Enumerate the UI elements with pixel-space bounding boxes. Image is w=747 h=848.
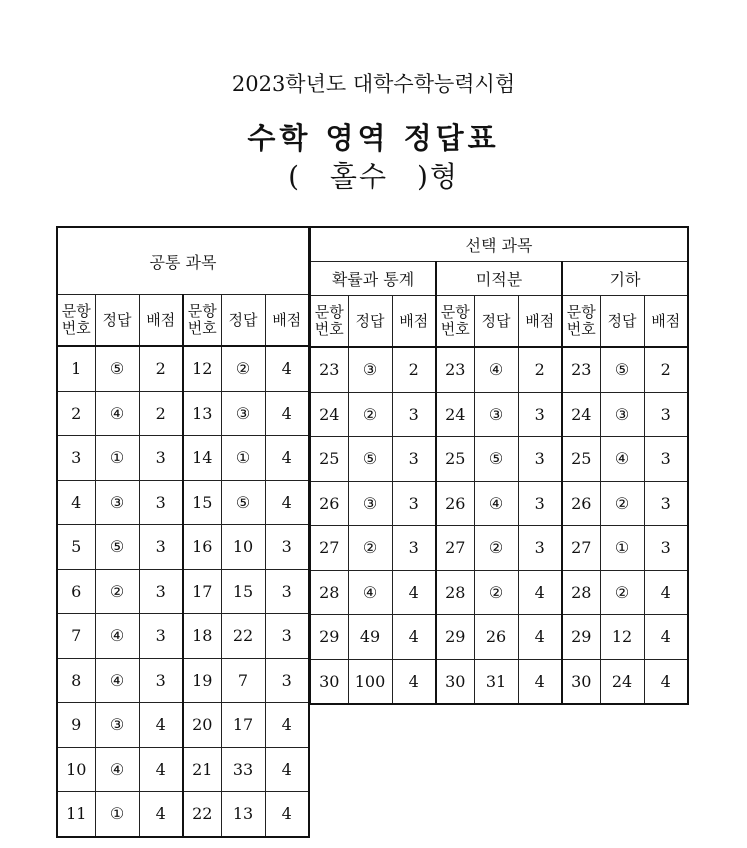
question-number-cell: 27	[310, 526, 348, 571]
question-number-cell: 8	[57, 658, 95, 703]
answer-cell: ③	[95, 480, 139, 525]
elective-col-header: 문항 번호	[310, 296, 348, 348]
question-number-cell: 26	[562, 481, 600, 526]
elective-subject-header: 확률과 통계	[310, 262, 436, 296]
answer-cell: 49	[348, 615, 392, 660]
points-cell: 3	[518, 526, 562, 571]
common-col-header: 배점	[265, 295, 309, 347]
elective-col-header: 배점	[392, 296, 436, 348]
points-cell: 2	[139, 391, 183, 436]
points-cell: 3	[644, 481, 688, 526]
points-cell: 4	[392, 570, 436, 615]
common-title-cell: 공통 과목	[57, 227, 309, 295]
elective-subject-header: 미적분	[436, 262, 562, 296]
answer-cell: ⑤	[95, 525, 139, 570]
elective-col-header: 문항 번호	[436, 296, 474, 348]
elective-col-header: 정답	[348, 296, 392, 348]
question-number-cell: 25	[436, 437, 474, 482]
elective-col-header: 배점	[518, 296, 562, 348]
question-number-cell: 19	[183, 658, 221, 703]
question-number-cell: 30	[562, 659, 600, 704]
answer-cell: 22	[221, 614, 265, 659]
points-cell: 4	[139, 792, 183, 837]
answer-cell: ③	[474, 392, 518, 437]
points-cell: 3	[392, 481, 436, 526]
points-cell: 4	[139, 747, 183, 792]
question-number-cell: 11	[57, 792, 95, 837]
question-number-cell: 10	[57, 747, 95, 792]
answer-cell: ⑤	[348, 437, 392, 482]
answer-cell: 7	[221, 658, 265, 703]
points-cell: 3	[644, 526, 688, 571]
points-cell: 3	[392, 526, 436, 571]
elective-col-header: 정답	[600, 296, 644, 348]
question-number-cell: 28	[310, 570, 348, 615]
answer-cell: ④	[474, 347, 518, 392]
question-number-cell: 18	[183, 614, 221, 659]
elective-answer-table	[309, 226, 689, 705]
points-cell: 4	[265, 346, 309, 391]
question-number-cell: 20	[183, 703, 221, 748]
answer-cell: ②	[600, 570, 644, 615]
points-cell: 3	[139, 525, 183, 570]
question-number-cell: 29	[310, 615, 348, 660]
common-col-header: 정답	[221, 295, 265, 347]
points-cell: 3	[139, 658, 183, 703]
common-col-header: 정답	[95, 295, 139, 347]
answer-cell: 15	[221, 569, 265, 614]
points-cell: 2	[518, 347, 562, 392]
question-number-cell: 24	[436, 392, 474, 437]
points-cell: 4	[265, 703, 309, 748]
question-number-cell: 24	[562, 392, 600, 437]
points-cell: 2	[392, 347, 436, 392]
question-number-cell: 29	[562, 615, 600, 660]
answer-cell: ②	[348, 392, 392, 437]
question-number-cell: 25	[562, 437, 600, 482]
answer-cell: ⑤	[221, 480, 265, 525]
points-cell: 3	[518, 481, 562, 526]
points-cell: 4	[518, 659, 562, 704]
answer-cell: ②	[474, 570, 518, 615]
question-number-cell: 12	[183, 346, 221, 391]
question-number-cell: 21	[183, 747, 221, 792]
answer-cell: 26	[474, 615, 518, 660]
points-cell: 3	[265, 569, 309, 614]
question-number-cell: 23	[562, 347, 600, 392]
points-cell: 3	[139, 569, 183, 614]
elective-col-header: 정답	[474, 296, 518, 348]
question-number-cell: 23	[436, 347, 474, 392]
points-cell: 4	[644, 659, 688, 704]
answer-cell: ②	[348, 526, 392, 571]
answer-cell: ②	[95, 569, 139, 614]
points-cell: 3	[139, 614, 183, 659]
points-cell: 3	[139, 480, 183, 525]
question-number-cell: 22	[183, 792, 221, 837]
answer-sheet-title: 수학 영역 정답표	[247, 121, 500, 155]
answer-cell: 12	[600, 615, 644, 660]
question-number-cell: 17	[183, 569, 221, 614]
points-cell: 4	[644, 570, 688, 615]
points-cell: 4	[392, 659, 436, 704]
answer-cell: 13	[221, 792, 265, 837]
answer-cell: ④	[600, 437, 644, 482]
answer-cell: ④	[95, 658, 139, 703]
points-cell: 4	[139, 703, 183, 748]
points-cell: 4	[265, 391, 309, 436]
points-cell: 4	[265, 792, 309, 837]
question-number-cell: 3	[57, 436, 95, 481]
answer-cell: ②	[221, 346, 265, 391]
answer-cell: ④	[95, 391, 139, 436]
points-cell: 4	[392, 615, 436, 660]
question-number-cell: 30	[310, 659, 348, 704]
points-cell: 3	[265, 525, 309, 570]
question-number-cell: 4	[57, 480, 95, 525]
question-number-cell: 28	[436, 570, 474, 615]
answer-cell: ④	[348, 570, 392, 615]
answer-cell: ④	[474, 481, 518, 526]
answer-cell: ③	[348, 347, 392, 392]
points-cell: 3	[265, 658, 309, 703]
question-number-cell: 2	[57, 391, 95, 436]
question-number-cell: 14	[183, 436, 221, 481]
answer-cell: ⑤	[600, 347, 644, 392]
answer-cell: 100	[348, 659, 392, 704]
elective-subject-header: 기하	[562, 262, 688, 296]
points-cell: 4	[265, 747, 309, 792]
answer-cell: ①	[95, 436, 139, 481]
form-type-open: (	[288, 160, 302, 193]
answer-cell: ③	[95, 703, 139, 748]
points-cell: 4	[265, 480, 309, 525]
form-type	[0, 155, 747, 195]
points-cell: 4	[518, 615, 562, 660]
question-number-cell: 5	[57, 525, 95, 570]
answer-cell: 24	[600, 659, 644, 704]
answer-cell: ①	[600, 526, 644, 571]
answer-cell: ②	[474, 526, 518, 571]
elective-col-header: 문항 번호	[562, 296, 600, 348]
points-cell: 4	[644, 615, 688, 660]
elective-col-header: 배점	[644, 296, 688, 348]
answer-cell: ①	[221, 436, 265, 481]
points-cell: 4	[518, 570, 562, 615]
points-cell: 3	[644, 437, 688, 482]
answer-cell: ①	[95, 792, 139, 837]
points-cell: 3	[139, 436, 183, 481]
answer-cell: 33	[221, 747, 265, 792]
question-number-cell: 1	[57, 346, 95, 391]
question-number-cell: 15	[183, 480, 221, 525]
points-cell: 3	[392, 392, 436, 437]
points-cell: 2	[644, 347, 688, 392]
question-number-cell: 30	[436, 659, 474, 704]
points-cell: 3	[644, 392, 688, 437]
points-cell: 3	[265, 614, 309, 659]
question-number-cell: 27	[436, 526, 474, 571]
answer-cell: 17	[221, 703, 265, 748]
answer-cell: ⑤	[474, 437, 518, 482]
common-col-header: 배점	[139, 295, 183, 347]
question-number-cell: 26	[436, 481, 474, 526]
points-cell: 4	[265, 436, 309, 481]
points-cell: 3	[518, 392, 562, 437]
elective-title-cell: 선택 과목	[310, 227, 688, 262]
question-number-cell: 13	[183, 391, 221, 436]
exam-title: 2023학년도 대학수학능력시험	[231, 72, 516, 96]
common-col-header: 문항 번호	[57, 295, 95, 347]
answer-cell: ②	[600, 481, 644, 526]
answer-cell: ③	[221, 391, 265, 436]
points-cell: 3	[518, 437, 562, 482]
answer-cell: ③	[600, 392, 644, 437]
answer-cell: ③	[348, 481, 392, 526]
question-number-cell: 16	[183, 525, 221, 570]
common-col-header: 문항 번호	[183, 295, 221, 347]
question-number-cell: 9	[57, 703, 95, 748]
answer-cell: ④	[95, 747, 139, 792]
question-number-cell: 29	[436, 615, 474, 660]
answer-cell: ④	[95, 614, 139, 659]
answer-cell: 31	[474, 659, 518, 704]
question-number-cell: 6	[57, 569, 95, 614]
question-number-cell: 28	[562, 570, 600, 615]
common-answer-table	[56, 226, 310, 838]
answer-cell: 10	[221, 525, 265, 570]
form-type-name: 홀수	[329, 160, 389, 193]
form-type-close: )형	[416, 160, 459, 193]
points-cell: 2	[139, 346, 183, 391]
question-number-cell: 7	[57, 614, 95, 659]
answer-cell: ⑤	[95, 346, 139, 391]
question-number-cell: 25	[310, 437, 348, 482]
question-number-cell: 24	[310, 392, 348, 437]
question-number-cell: 27	[562, 526, 600, 571]
question-number-cell: 23	[310, 347, 348, 392]
question-number-cell: 26	[310, 481, 348, 526]
points-cell: 3	[392, 437, 436, 482]
